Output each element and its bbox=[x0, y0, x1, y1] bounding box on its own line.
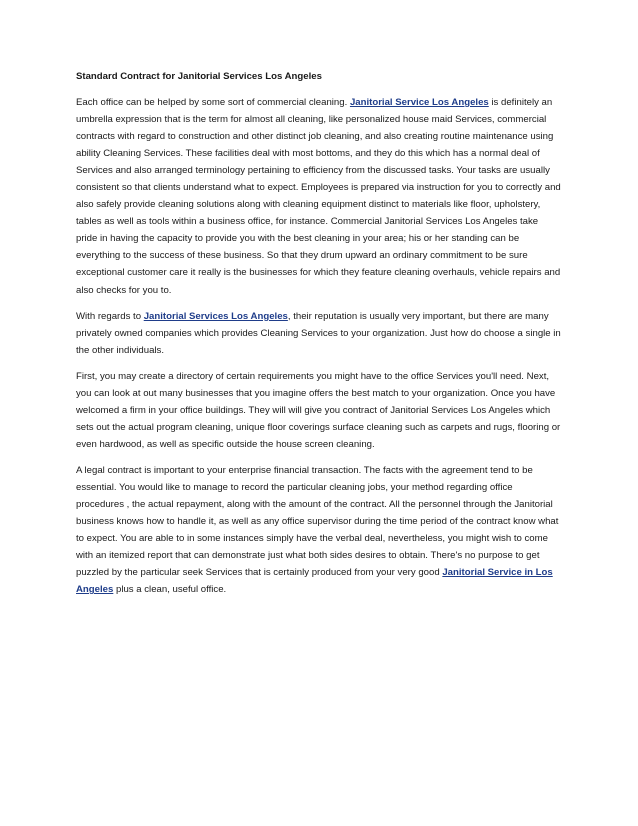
link-janitorial-service-los-angeles[interactable]: Janitorial Service Los Angeles bbox=[349, 97, 489, 108]
paragraph-text: , their reputation is usually very important, but there are many privately owned companies which provides Cleaning Services to your organization. Just how do choose a single in the other individuals. bbox=[76, 310, 561, 356]
paragraph-text: With regards to bbox=[76, 310, 144, 322]
paragraph-text: A legal contract is important to your enterprise financial transaction. The facts with the agreement tend to be essential. You would like to manage to record the particular cleaning jobs, your method regarding office procedures , the actual repayment, along with the amount of the contract. All the personnel through the Janitorial business knows how to handle it, as well as any office supervisor during the time period of the contract know what to expect. You are able to in some instances simply have the verbal deal, nevertheless, you might wish to come with an itemized report that can demonstrate just what both sides desires to obtain. There's no purpose to get puzzled by the particular seek Services that is certainly produced from your very good bbox=[76, 464, 559, 579]
document-page bbox=[76, 68, 562, 607]
paragraph-text: Each office can be helped by some sort of commercial cleaning. bbox=[76, 97, 350, 108]
link-janitorial-service-in-los-angeles[interactable]: Janitorial Service in Los Angeles bbox=[76, 567, 553, 596]
paragraph-3 bbox=[76, 368, 562, 453]
link-janitorial-services-los-angeles[interactable]: Janitorial Services Los Angeles bbox=[143, 310, 288, 322]
paragraph-2 bbox=[76, 308, 562, 359]
document-title: Standard Contract for Janitorial Services Los Angeles bbox=[76, 71, 322, 82]
paragraph-text: First, you may create a directory of certain requirements you might have to the office Services you'll need. Next, you can look at out many businesses that you imagine offers the best match to your organization. Once you have welcomed a firm in your office buildings. They will will give you contract of Janitorial Services Los Angeles which sets out the actual program cleaning, unique floor coverings surface cleaning such as carpets and rugs, flooring or even hardwood, as well as specific outside the house screen cleaning. bbox=[76, 370, 561, 450]
paragraph-4 bbox=[76, 462, 562, 598]
paragraph-1 bbox=[76, 94, 562, 299]
paragraph-text: is definitely an umbrella expression that is the term for almost all cleaning, like personalized house maid Services, commercial contracts with regard to construction and other distinct job cleaning, and also creating routine maintenance using ability Cleaning Services. These facilities deal with most bottoms, and they do this which has a normal deal of Services and also arranged terminology pertaining to efficiency from the discussed tasks. Your tasks are usually consistent so that clients understand what to expect. Employees is prepared via instruction for you to correctly and also safely provide cleaning solutions along with cleaning equipment distinct to materials like floor, upholstery, tables as well as tools within a business office, for instance. Commercial Janitorial Services Los Angeles take pride in having the capacity to provide you with the best cleaning in your area; his or her standing can be everything to the success of these business. So that they drum upward an ordinary commitment to be sure exceptional customer care it really is the businesses for which they feature cleaning overhauls, vehicle repairs and also checks for you to. bbox=[76, 97, 561, 296]
paragraph-text: plus a clean, useful office. bbox=[113, 584, 227, 596]
